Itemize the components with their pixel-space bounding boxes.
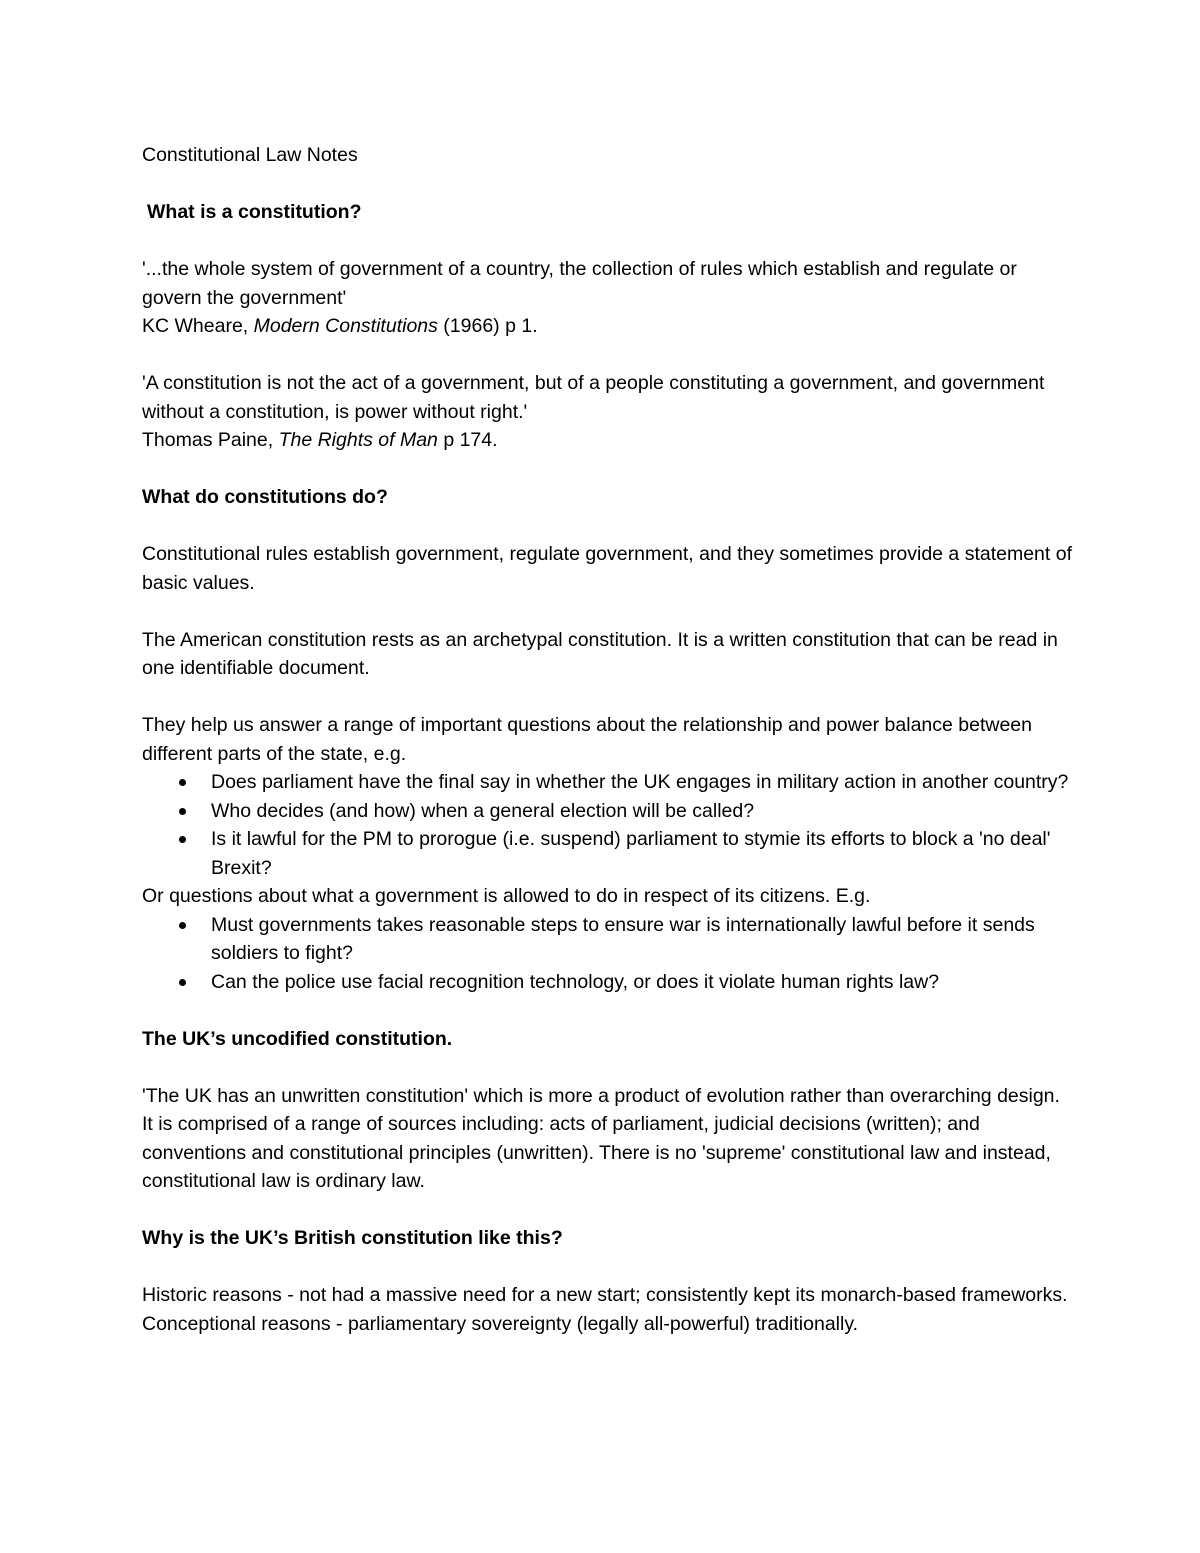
spacer [142, 1053, 1072, 1082]
document-title: Constitutional Law Notes [142, 144, 358, 166]
document-page [142, 141, 1072, 1338]
list-item: Does parliament have the final say in whether the UK engages in military action in another country? [142, 768, 1072, 797]
bullet-list [142, 768, 1072, 882]
heading-uk-uncodified-constitution: The UK’s uncodified constitution. [142, 1027, 453, 1050]
citation-rest: p 174. [437, 429, 498, 451]
paragraph: Conceptional reasons - parliamentary sovereignty (legally all-powerful) traditionally. [142, 1312, 859, 1335]
list-item: Who decides (and how) when a general election will be called? [142, 797, 1072, 826]
list-item: Can the police use facial recognition technology, or does it violate human rights law? [142, 968, 1072, 997]
wheare-citation [142, 312, 1072, 341]
heading-why-uk-constitution: Why is the UK’s British constitution like this? [142, 1227, 563, 1249]
spacer [142, 170, 1072, 199]
list-item: Must governments takes reasonable steps to ensure war is internationally lawful before it sends soldiers to fight? [142, 911, 1072, 968]
spacer [142, 512, 1072, 541]
spacer [142, 683, 1072, 712]
wheare-quote: '...the whole system of government of a country, the collection of rules which establish and regulate or govern the government' [142, 258, 1017, 309]
paragraph: Historic reasons - not had a massive need for a new start; consistently kept its monarch-based frameworks. [142, 1284, 1068, 1306]
paragraph: Or questions about what a government is allowed to do in respect of its citizens. E.g. [142, 885, 871, 907]
heading-what-is-constitution: What is a constitution? [147, 201, 362, 223]
paragraph: Constitutional rules establish government, regulate government, and they sometimes provide a statement of basic values. [142, 543, 1073, 594]
list-item: Is it lawful for the PM to prorogue (i.e. suspend) parliament to stymie its efforts to block a 'no deal' Brexit? [142, 825, 1072, 882]
citation-work: Modern Constitutions [253, 315, 438, 337]
spacer [142, 996, 1072, 1025]
spacer [142, 1253, 1072, 1282]
heading-what-do-constitutions-do: What do constitutions do? [142, 486, 388, 508]
citation-work: The Rights of Man [278, 429, 438, 451]
paragraph: The American constitution rests as an archetypal constitution. It is a written constitution that can be read in one identifiable document. [142, 628, 1058, 679]
spacer [142, 597, 1072, 626]
paragraph: 'The UK has an unwritten constitution' which is more a product of evolution rather than overarching design. It is comprised of a range of sources including: acts of parliament, judicial decisions (written); and conventions and constitutional principles (unwritten). There is no 'supreme' constitutional law and instead, constitutional law is ordinary law. [142, 1084, 1060, 1192]
spacer [142, 455, 1072, 484]
citation-author: KC Wheare, [142, 315, 254, 337]
paragraph: They help us answer a range of important questions about the relationship and power balance between different parts of the state, e.g. [142, 714, 1032, 765]
citation-rest: (1966) p 1. [437, 315, 538, 337]
citation-author: Thomas Paine, [142, 429, 279, 451]
paine-quote: 'A constitution is not the act of a government, but of a people constituting a government, and government without a constitution, is power without right.' [142, 372, 1045, 423]
paine-citation [142, 426, 1072, 455]
spacer [142, 227, 1072, 256]
bullet-list [142, 911, 1072, 997]
spacer [142, 341, 1072, 370]
spacer [142, 1196, 1072, 1225]
